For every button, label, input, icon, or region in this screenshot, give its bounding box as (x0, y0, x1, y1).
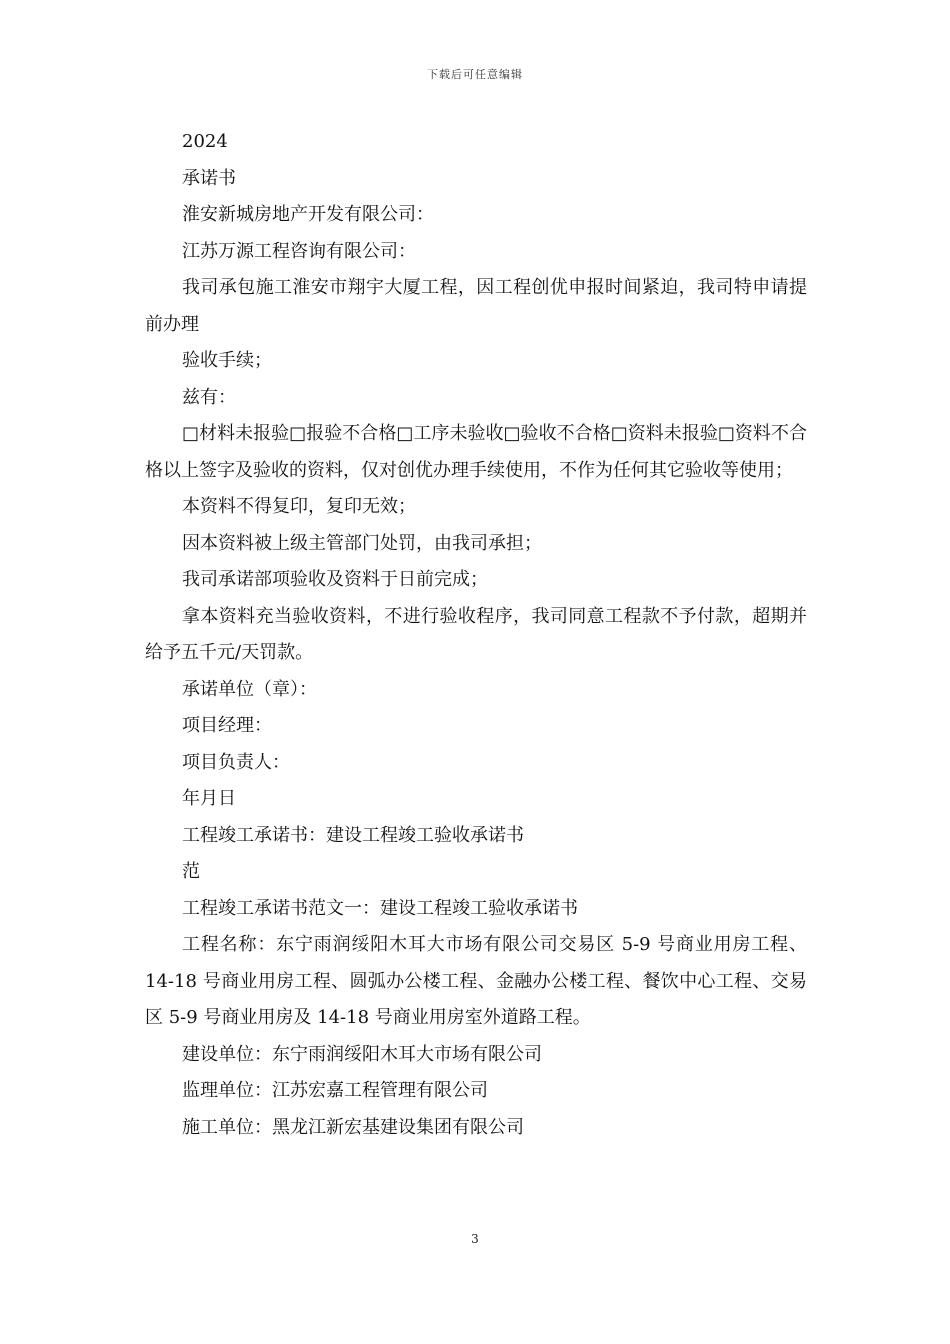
paragraph-sample-title: 工程竣工承诺书范文一：建设工程竣工验收承诺书 (182, 897, 578, 919)
paragraph-procedure: 验收手续； (182, 350, 272, 371)
page-number: 3 (471, 1232, 479, 1246)
paragraph-request: 我司承包施工淮安市翔宇大厦工程，因工程创优申报时间紧迫，我司特申请提前办理 (145, 277, 807, 335)
paragraph-date: 年月日 (182, 788, 236, 809)
paragraph-project-lead: 项目负责人： (182, 751, 290, 773)
paragraph-completion: 我司承诺部项验收及资料于日前完成； (182, 569, 488, 590)
paragraph-title: 承诺书 (182, 167, 236, 189)
paragraph-fan: 范 (182, 861, 200, 882)
paragraph-contractor: 施工单位：黑龙江新宏基建设集团有限公司 (182, 1116, 524, 1138)
paragraph-checklist: □材料未报验□报验不合格□工序未验收□验收不合格□资料未报验□资料不合格以上签字及验收的资料，仅对创优办理手续使用，不作为任何其它验收等使用； (145, 423, 807, 481)
paragraph-no-copy: 本资料不得复印，复印无效； (182, 496, 416, 517)
paragraph-year: 2024 (182, 131, 228, 152)
paragraph-builder: 建设单位：东宁雨润绥阳木耳大市场有限公司 (182, 1043, 542, 1065)
paragraph-project-manager: 项目经理： (182, 715, 272, 736)
paragraph-addressee-2: 江苏万源工程咨询有限公司： (182, 240, 416, 262)
document-body (145, 124, 807, 1146)
paragraph-section-title: 工程竣工承诺书：建设工程竣工验收承诺书 (182, 824, 524, 846)
paragraph-hereby: 兹有： (182, 386, 236, 408)
paragraph-addressee-1: 淮安新城房地产开发有限公司： (182, 204, 434, 225)
page-header: 下载后可任意编辑 (427, 68, 523, 81)
paragraph-supervisor: 监理单位：江苏宏嘉工程管理有限公司 (182, 1080, 488, 1101)
paragraph-unit-seal: 承诺单位（章）： (182, 678, 317, 700)
paragraph-payment: 拿本资料充当验收资料，不进行验收程序，我司同意工程款不予付款，超期并给予五千元/天罚款。 (145, 605, 807, 663)
paragraph-project-name: 工程名称：东宁雨润绥阳木耳大市场有限公司交易区 5-9 号商业用房工程、14-18 号商业用房工程、圆弧办公楼工程、金融办公楼工程、餐饮中心工程、交易区 5-9 号商业用房及 14-18 号商业用房室外道路工程。 (145, 934, 807, 1028)
paragraph-penalty: 因本资料被上级主管部门处罚，由我司承担； (182, 532, 542, 554)
